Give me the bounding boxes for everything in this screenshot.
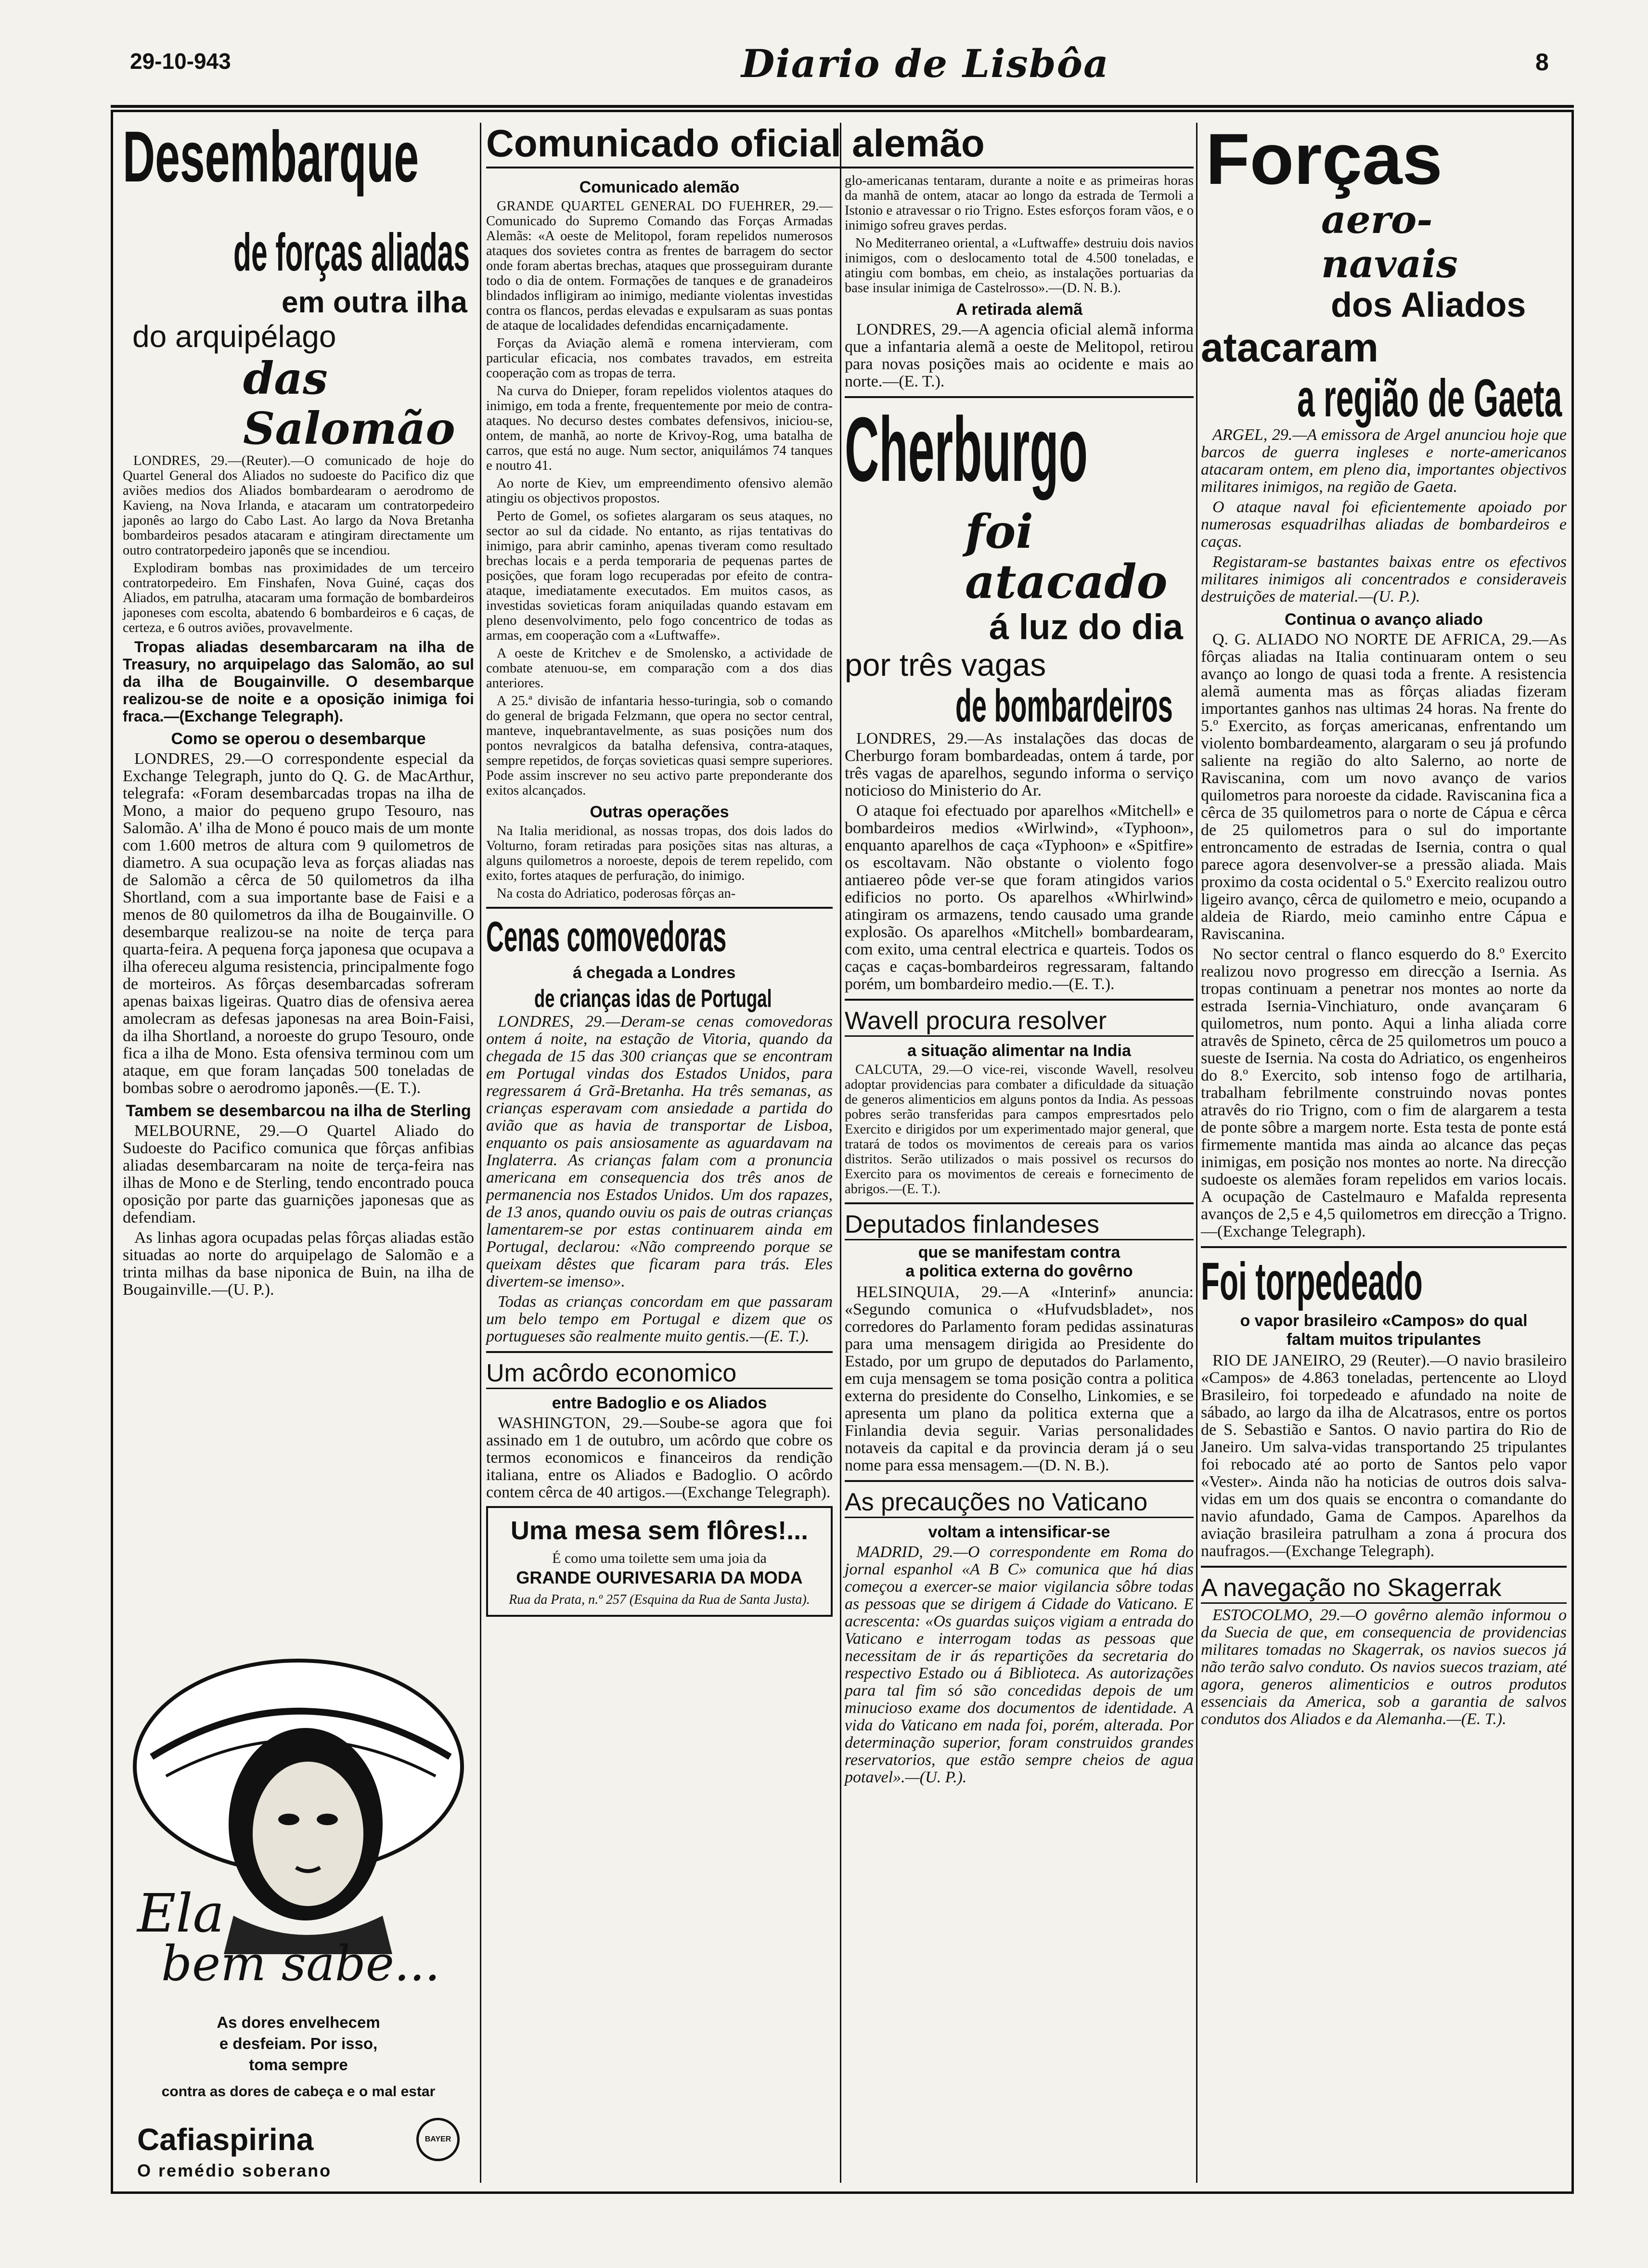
section-rule: [845, 999, 1194, 1001]
article-paragraph: No sector central o flanco esquerdo do 8.º Exercito realizou novo progresso em direcção a Isernia. As tropas continuam a penetrar nos montes ao norte da estrada Isernia-Vinchiaturo, onde avançaram 6 quilometros, num ponto. Aqui a linha aliada corre atravês de Spineto, cêrca de 25 quilometros um pouco a sueste de Isernia. Na costa do Adriatico, os engenheiros do 8.º Exercito, sob intenso fogo de artilharia, trabalham febrilmente construindo novas pontes atravês do rio Trigno, com o fim de alargarem a testa de ponte sôbre a margem norte. Esta testa de ponte está firmemente mantida mas ainda ao alcance das peças inimigas, em posição nos montes ao norte. Na direcção sudoeste os alemães foram repelidos em varios locais. A ocupação de Castelmauro e Mafalda representa avanços de 2,5 e 4,5 quilometros em direcção a Trigno.—(Exchange Telegraph).: [1201, 945, 1567, 1240]
subheading: faltam muitos tripulantes: [1286, 1330, 1481, 1349]
article-paragraph: WASHINGTON, 29.—Soube-se agora que foi assinado em 1 de outubro, um acôrdo que cobre os termos economicos e financeiros da rendição italiana, entre os Aliados e Badoglio. O acôrdo contem cêrca de 40 artigos.—(Exchange Telegraph).: [486, 1414, 833, 1501]
article-paragraph: LONDRES, 29.—(Reuter).—O comunicado de hoje do Quartel General dos Aliados no sudoeste do Pacifico diz que aviões medios dos Aliados bombardearam o aerodromo de Kavieng, na Nova Irlanda, e atacaram um contratorpedeiro japonês ao largo do Cabo Last. Ao largo da Nova Bretanha bombardeiros pesados atacaram e atingiram directamente um outro contratorpedeiro japonês que se incendiou.: [123, 453, 474, 558]
newspaper-masthead: Diario de Lisbôa: [741, 41, 1109, 86]
column-divider: [480, 123, 481, 2183]
masthead-rule: [111, 105, 1574, 108]
subheading-large: de crianças idas de Portugal: [534, 985, 772, 1013]
section-rule: [845, 1480, 1194, 1482]
subheading: entre Badoglio e os Aliados: [552, 1394, 767, 1412]
ad-text-line: e desfeiam. Por isso,: [219, 2035, 378, 2052]
ad-script-line-2: bem sabe...: [161, 1935, 440, 1992]
subheading: Como se operou o desembarque: [171, 730, 426, 748]
article-paragraph: HELSINQUIA, 29.—A «Interinf» anuncia: «Segundo comunica o «Hufvudsbladet», nos corredores do Parlamento foram pedidas assinaturas para uma mensagem dirigida ao Presidente do Estado, por um grupo de deputados do Parlamento, em cuja mensagem se toma posição contra a politica externa do presidente do Conselho, Linkomies, e se apresenta um plano da politica externa que a Finlandia devia seguir. Varias personalidades notaveis da capital e da provincia deram já o seu nome para essa mensagem.—(D. N. B.).: [845, 1283, 1194, 1474]
headline: Foi torpedeado: [1201, 1252, 1423, 1311]
subheading: Outras operações: [590, 803, 729, 821]
subheading: que se manifestam contra: [918, 1243, 1120, 1262]
headline-line-4: do arquipélago: [132, 319, 336, 354]
ad-brand-name: Cafiaspirina: [137, 2122, 314, 2157]
article-paragraph: No Mediterraneo oriental, a «Luftwaffe» destruiu dois navios inimigos, com o deslocamento total de 4.500 toneladas, e atingiu com bombas, em cheio, as instalações portuarias da base insular inimiga de Castelrosso».—(D. N. B.).: [845, 236, 1194, 296]
headline-line-4: atacaram: [1201, 325, 1378, 370]
article-paragraph: Registaram-se bastantes baixas entre os efectivos militares inimigos ali concentrados e consideraveis destruições de material.—(U. P.).: [1201, 553, 1567, 606]
article-cherburgo: [845, 399, 1194, 993]
headline-line-3: em outra ilha: [282, 286, 467, 319]
column-divider: [840, 123, 841, 2183]
section-rule: [845, 396, 1194, 398]
article-paragraph: Ao norte de Kiev, um empreendimento ofensivo alemão atingiu os objectivos propostos.: [486, 476, 833, 506]
subheading: voltam a intensificar-se: [928, 1523, 1110, 1541]
bayer-cross-icon: BAYER: [416, 2118, 460, 2161]
article-paragraph: LONDRES, 29.—As instalações das docas de Cherburgo foram bombardeadas, ontem á tarde, por três vagas de aparelhos, segundo informa o serviço noticioso do Ministerio do Ar.: [845, 730, 1194, 799]
article-paragraph: LONDRES, 29.—A agencia oficial alemã informa que a infantaria alemã a oeste de Melitopol, retirou para novas posições mais ao ocidente e mais ao norte.—(E. T.).: [845, 321, 1194, 390]
ad-text-line: contra as dores de cabeça e o mal estar: [161, 2084, 436, 2100]
ad-text-line: As dores envelhecem: [217, 2013, 380, 2031]
headline: Desembarque: [123, 116, 419, 197]
headline-line-4: por três vagas: [845, 647, 1046, 683]
article-paragraph: A 25.ª divisão de infantaria hesso-turingia, sob o comando do general de brigada Felzmann, que opera no sector central, manteve, inquebrantavelmente, as suas posições num dos pontos nevralgicos da batalha defensiva, contra-ataques, sempre repetidos, de forças sovieticas quasi sempre superiores. Pode assim inscrever no seu activo parte preponderante dos exitos alcançados.: [486, 694, 833, 798]
article-paragraph: Na Italia meridional, as nossas tropas, dos dois lados do Volturno, foram retiradas para posições sitas nas alturas, a alguns quilometros a noroeste, depois de terem repelido, com exito, fortes ataques de perfuração, do inimigo.: [486, 824, 833, 883]
article-torpedeado: [1201, 1254, 1567, 1560]
article-paragraph: O ataque naval foi eficientemente apoiado por numerosas esquadrilhas aliadas de bombardeiros e caças.: [1201, 498, 1567, 551]
article-paragraph: RIO DE JANEIRO, 29 (Reuter).—O navio brasileiro «Campos» de 4.863 toneladas, pertencente ao Lloyd Brasileiro, foi torpedeado e afundado na noite de sábado, ao largo da ilha de Alcatrasos, entre os portos de S. Sebastião e Santos. O navio partira do Rio de Janeiro. Um salva-vidas transportando 25 tripulantes foi rebocado até ao porto de Santos pelo vapor «Vester». Ainda não ha noticias de outros dois salva-vidas em um dos quais se encontra o comandante do navio afundado, Gama de Campos. Aparelhos da aviação brasileira patrulham a zona á procura dos naufragos.—(Exchange Telegraph).: [1201, 1352, 1567, 1560]
cafiaspirina-ad: [123, 1646, 474, 2180]
article-paragraph: Todas as crianças concordam em que passaram um belo tempo em Portugal e dizem que os portugueses são realmente muito gentis.—(E. T.).: [486, 1293, 833, 1345]
ad-shop-name: GRANDE OURIVESARIA DA MODA: [516, 1568, 803, 1587]
article-deputados: [845, 1210, 1194, 1474]
page-number: 8: [1535, 49, 1549, 76]
article-cenas: [486, 915, 833, 1345]
article-forcas: [1201, 120, 1567, 1240]
ad-text-line: toma sempre: [249, 2056, 348, 2074]
headline: Forças: [1206, 118, 1442, 199]
article-skagerrak: [1201, 1573, 1567, 1728]
article-paragraph: Perto de Gomel, os sofietes alargaram os seus ataques, no sector ao sul da cidade. No entanto, as rijas tentativas do inimigo, para abrir caminho, apenas tiveram como resultado brechas locais e a perda temporaria de pequenas partes de posições, que foram logo recuperadas por efeito de contra-ataque, imediatamente executados. Em muitos casos, as investidas sovieticas foram aniquiladas quando estavam em pleno desenvolvimento, pelo fogo concentrico de todas as armas, em cooperação com a «Luftwaffe».: [486, 509, 833, 643]
headline-line-2: foi atacado: [965, 504, 1168, 609]
issue-date: 29-10-943: [130, 49, 231, 74]
subheading: Tambem se desembarcou na ilha de Sterling: [126, 1102, 471, 1120]
ourivesaria-ad: [486, 1506, 833, 1617]
headline-line-3: dos Aliados: [1331, 286, 1526, 324]
article-acordo: [486, 1359, 833, 1501]
headline: Wavell procura resolver: [845, 1006, 1194, 1037]
section-rule: [1201, 1566, 1567, 1568]
subheading: á chegada a Londres: [573, 964, 736, 982]
subheading: o vapor brasileiro «Campos» do qual: [1240, 1312, 1528, 1330]
article-desembarque: [123, 116, 474, 1299]
headline-line-2: de forças aliadas: [233, 223, 470, 282]
article-vaticano: [845, 1488, 1194, 1786]
headline-line-5: das Salomão: [243, 352, 455, 454]
headline: Um acôrdo economico: [486, 1359, 833, 1389]
article-paragraph: LONDRES, 29.—O correspondente especial da Exchange Telegraph, junto do Q. G. de MacArthur, telegrafa: «Foram desembarcadas tropas na ilha de Mono, a maior do pequeno grupo Tesouro, nas Salomão. A' ilha de Mono é pouco mais de um monte com 1.600 metros de altura com 9 quilometros de diametro. A sua ocupação leva as forças aliadas nas de Salomão a cêrca de 50 quilometros da ilha Shortland, com a sua importante base de Faisi e a menos de 80 quilometros da ilha de Bougainville. O desembarque realizou-se na noite de terça para quarta-feira. A pequena força japonesa que ocupava a ilha ofereceu alguma resistencia, principalmente fogo de morteiros. As fôrças desembarcadas sofreram apenas baixas ligeiras. Quatro dias de ofensiva aerea amolecram as defesas japonesas na area Boin-Faisi, da ilha Shortland, a noroeste do grupo Tesouro, onde fica a ilha de Mono. Esta ofensiva terminou com um ataque, em que foram lançadas 500 toneladas de bombas sobre o aerodromo japonês.—(E. T.).: [123, 750, 474, 1097]
article-paragraph: ESTOCOLMO, 29.—O govêrno alemão informou o da Suecia de que, em consequencia de providencias militares tomadas no Skagerrak, os navios suecos já não terão salvo conduto. Os navios suecos traziam, até agora, generos alimenticios e outros produtos essenciais da America, sob a garantia de salvos condutos dos Aliados e da Alemanha.—(E. T.).: [1201, 1606, 1567, 1728]
subheading: Comunicado alemão: [579, 178, 740, 196]
section-rule: [845, 1202, 1194, 1204]
headline-line-3: á luz do dia: [989, 607, 1183, 647]
article-lead-bold: Tropas aliadas desembarcaram na ilha de Treasury, no arquipelago das Salomão, ao sul da ilha de Bougainville. O desembarque realizou-se de noite e a oposição inimiga foi fraca.—(Exchange Telegraph).: [123, 638, 474, 725]
headline-line-5: de bombardeiros: [955, 680, 1173, 732]
section-rule: [486, 907, 833, 909]
subheading: Continua o avanço aliado: [1285, 610, 1483, 629]
ad-headline: Uma mesa sem flôres!...: [510, 1516, 809, 1545]
headline: Deputados finlandeses: [845, 1210, 1194, 1240]
article-paragraph: ARGEL, 29.—A emissora de Argel anunciou hoje que barcos de guerra ingleses e norte-americanos atacaram ontem, em pleno dia, importantes objectivos militares inimigos, na região de Gaeta.: [1201, 426, 1567, 496]
article-paragraph: Forças da Aviação alemã e romena intervieram, com particular eficacia, nos combates travados, em estreita cooperação com as tropas de terra.: [486, 336, 833, 381]
article-paragraph: CALCUTA, 29.—O vice-rei, visconde Wavell, resolveu adoptar providencias para combater a dificuldade da situação de generos alimenticios em alguns pontos da India. As pessoas pobres serão transferidas para campos empresrtados pelo Exercito e dirigidos por um experimentado major general, que tratará de todos os movimentos de cereais para os varios distritos. Serão utilizados o mais possivel os recursos do Exercito para os movimentos de cereais e fornecimento de abrigos.—(E. T.).: [845, 1062, 1194, 1197]
subheading: A retirada alemã: [955, 300, 1083, 319]
ad-script-line-1: Ela: [137, 1882, 225, 1944]
headline: As precauções no Vaticano: [845, 1488, 1194, 1518]
article-paragraph: A oeste de Kritchev e de Smolensko, a actividade de combate atenuou-se, em comparação com a dos dias anteriores.: [486, 646, 833, 691]
article-paragraph: As linhas agora ocupadas pelas fôrças aliadas estão situadas ao norte do arquipelago de Salomão e a trinta milhas da base niponica de Buin, na ilha de Bougainville.—(U. P.).: [123, 1229, 474, 1299]
headline-line-5: a região de Gaeta: [1297, 369, 1562, 428]
headline: Cherburgo: [845, 399, 1088, 501]
ad-slogan: O remédio soberano: [137, 2161, 332, 2180]
column-3: [845, 120, 1196, 2180]
article-paragraph: LONDRES, 29.—Deram-se cenas comovedoras ontem á noite, na estação de Vitoria, quando da chegada de 15 das 300 crianças que se encontram em Portugal vindas dos Estados Unidos, para regressarem á Grã-Bretanha. Ha três semanas, as crianças esperavam com ansiedade a partida do avião que as havia de transportar de Lisboa, enquanto os pais ansiosamente as aguardavam na Inglaterra. As crianças falam com a pronuncia americana em consequencia dos três anos de permanencia nos Estados Unidos. Um dos rapazes, de 13 anos, quando ouviu os pais de outras crianças lamentarem-se por estas continuarem ainda em Portugal, declarou: «Não compreendo porque se queixam dêstes que ficaram para trás. Eles divertem-se imenso».: [486, 1013, 833, 1290]
article-wavell: [845, 1006, 1194, 1197]
article-paragraph: Explodiram bombas nas proximidades de um terceiro contratorpedeiro. Em Finshafen, Nova Guiné, caças dos Aliados, em patrulha, atacaram uma formação de bombardeiros japoneses com escolta, abatendo 6 bombardeiros e 6 caças, de certeza, e 6 outros aviões, provavelmente.: [123, 561, 474, 635]
headline-line-2: aero-navais: [1321, 197, 1458, 286]
article-paragraph: Na curva do Dnieper, foram repelidos violentos ataques do inimigo, em toda a frente, frequentemente por meio de contra-ataques. No decurso destes combates defensivos, iniciou-se, ontem, de manhã, ao norte de Krivoy-Rog, uma batalha de carros, que está no auge. Num sector, aniquilámos 74 tanques e noutro 41.: [486, 384, 833, 473]
article-paragraph: glo-americanas tentaram, durante a noite e as primeiras horas da manhã de ontem, atacar ao longo da estrada de Termoli a Istonio e atravessar o rio Trigno. Estes esforços foram vãos, e o inimigo sofreu graves perdas.: [845, 173, 1194, 233]
article-paragraph: Q. G. ALIADO NO NORTE DE AFRICA, 29.—As fôrças aliadas na Italia continuaram ontem o seu avanço ao longo de quasi toda a frente. A resistencia alemã aumenta mas as fôrças aliadas fizeram importantes ganhos nas ultimas 24 horas. Na frente do 5.º Exercito, as forças americanas, enfrentando um violento bombardeamento, alargaram o seu já profundo saliente na região do alto Salerno, ao norte de Raviscanina, com um novo avanço de varios quilometros para noroeste da cidade. Raviscanina fica a cêrca de 35 quilometros para o norte de Cápua e cêrca de 25 quilometros para o sul do importante entroncamento de estradas de Isernia, contra o qual parece agora desenvolver-se a pressão aliada. Mais proximo da costa ocidental o 5.º Exercito realizou outro ligeiro avanço, cêrca de quilometro e meio, ocupando a aldeia de Riardo, meio caminho entre Cápua e Raviscanina.: [1201, 631, 1567, 943]
article-paragraph: Na costa do Adriatico, poderosas fôrças an-: [497, 886, 736, 901]
ad-address: Rua da Prata, n.º 257 (Esquina da Rua de Santa Justa).: [509, 1592, 810, 1607]
subheading: a situação alimentar na India: [907, 1042, 1131, 1060]
section-rule: [486, 1351, 833, 1353]
article-paragraph: O ataque foi efectuado por aparelhos «Mitchell» e bombardeiros medios «Wirlwind», «Typhoon», enquanto aparelhos de caça «Typhoon» e «Spitfire» os escoltavam. Não obstante o violento fogo antiaereo pôde ver-se que foram atingidos varios edificios no porto. Os aparelhos «Whirlwind» atingiram os armazens, tendo causado uma grande explosão. Os aparelhos «Mitchell» bombardearam, com exito, uma central electrica e quarteis. Todos os caças e caças-bombardeiros regressaram, faltando porém, um bombardeiro medio.—(E. T.).: [845, 802, 1194, 993]
headline-comunicado: Comunicado oficial alemão: [486, 120, 1194, 168]
article-paragraph: MADRID, 29.—O correspondente em Roma do jornal espanhol «A B C» comunica que há dias começou a exercer-se maior vigilancia sôbre todas as pessoas que se dirigem á Cidade do Vaticano. E acrescenta: «Os guardas suiços vigiam a entrada do Vaticano e interrogam todas as pessoas que necessitam de ir ás repartições da secretaria do respectivo Estado ou á Biblioteca. As autorizações para tal fim só são concedidas depois de um minucioso exame dos documentos de identidade. A vida do Vaticano em nada foi, porém, alterada. Por determinação superior, foram construidos grandes reservatorios, que estão sempre cheios de agua potavel».—(U. P.).: [845, 1543, 1194, 1786]
ad-text-line: É como uma toilette sem uma joia da: [552, 1550, 767, 1566]
subheading: a politica externa do govêrno: [905, 1262, 1133, 1280]
section-rule: [1201, 1246, 1567, 1248]
headline: A navegação no Skagerrak: [1201, 1573, 1567, 1604]
headline: Cenas comovedoras: [486, 913, 727, 960]
column-1: [123, 116, 474, 1641]
column-divider: [1196, 123, 1197, 2183]
article-paragraph: GRANDE QUARTEL GENERAL DO FUEHRER, 29.—Comunicado do Supremo Comando das Forças Armadas Alemãs: «A oeste de Melitopol, foram repelidos numerosos ataques dos sovietes contra as frentes de barragem do sector onde foram abertas brechas, ataques que prosseguiram durante todo o dia de ontem. Formações de tanques e de granadeiros blindados infligiram ao inimigo, mediante violentas investidas contra os flancos, perdas elevadas e expulsaram as suas pontas de ataque de localidades defendidas encarniçadamente.: [486, 199, 833, 333]
column-4: [1201, 120, 1567, 2180]
article-paragraph: MELBOURNE, 29.—O Quartel Aliado do Sudoeste do Pacifico comunica que fôrças anfibias aliadas desembarcaram na noite de terça-feira nas ilhas de Mono e de Sterling, tendo encontrado pouca oposição por parte das guarnições japonesas que as defendiam.: [123, 1122, 474, 1226]
